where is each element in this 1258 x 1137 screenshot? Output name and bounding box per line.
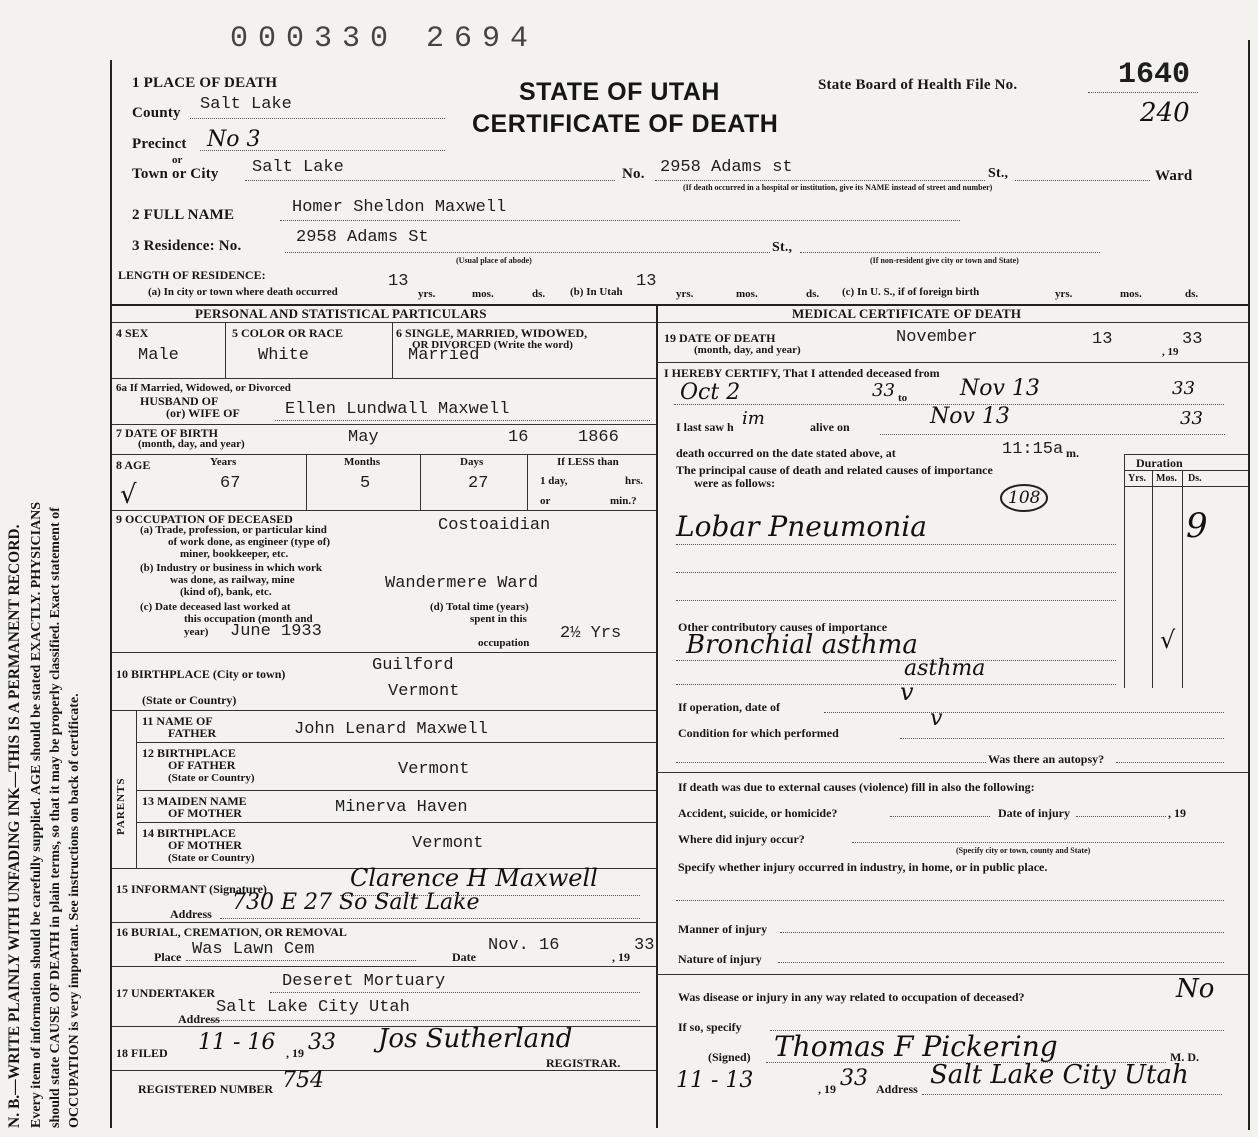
burial-label: 16 BURIAL, CREMATION, OR REMOVAL bbox=[116, 925, 347, 939]
mos-label-1: mos. bbox=[472, 288, 494, 300]
filed-year-prefix: , 19 bbox=[286, 1046, 304, 1060]
informant-signature: Clarence H Maxwell bbox=[350, 864, 598, 892]
industry-value: Wandermere Ward bbox=[385, 574, 539, 593]
precinct-value: No 3 bbox=[207, 127, 261, 152]
occ-a-line3: miner, bookkeeper, etc. bbox=[180, 548, 289, 560]
form-right-border bbox=[1248, 40, 1250, 1130]
occ-d-line1: (d) Total time (years) bbox=[430, 601, 529, 613]
father-birthplace: Vermont bbox=[398, 760, 470, 779]
filed-date: 11 - 16 bbox=[198, 1030, 276, 1055]
hrs-label: hrs. bbox=[625, 475, 644, 487]
mother-bp-label-2: OF MOTHER bbox=[168, 838, 242, 852]
spouse-label-c: (or) WIFE OF bbox=[166, 406, 240, 420]
hospital-note: (If death occurred in a hospital or institution, give its NAME instead of street and number) bbox=[683, 183, 993, 192]
occ-b-line1: (b) Industry or business in which work bbox=[140, 562, 322, 574]
operation-value: v bbox=[900, 678, 914, 706]
physician-address-label: Address bbox=[876, 1082, 918, 1096]
birthplace-label: 10 BIRTHPLACE (City or town) bbox=[116, 667, 286, 681]
street-address-value: 2958 Adams st bbox=[660, 158, 793, 177]
age-months-label: Months bbox=[344, 456, 381, 468]
dob-year: 1866 bbox=[578, 428, 619, 447]
age-days: 27 bbox=[468, 474, 489, 493]
undertaker-value: Deseret Mortuary bbox=[282, 972, 446, 991]
occ-a-line2: of work done, as engineer (type of) bbox=[168, 536, 331, 548]
mos-label-2: mos. bbox=[736, 288, 758, 300]
ward-label: Ward bbox=[1155, 168, 1193, 184]
nature-label: Nature of injury bbox=[678, 952, 762, 966]
occ-a-line1: (a) Trade, profession, or particular kind bbox=[140, 524, 327, 536]
dod-day: 13 bbox=[1092, 330, 1113, 349]
age-label: 8 AGE bbox=[116, 458, 151, 472]
less-than-label: If LESS than bbox=[557, 456, 619, 468]
occupation-label: 9 OCCUPATION OF DECEASED bbox=[116, 512, 293, 526]
side-instruction-2: Every item of information should be carefully supplied. AGE should be stated EXACTLY. PHYSICIANS bbox=[29, 501, 44, 1128]
street-no-label: No. bbox=[622, 166, 645, 182]
dob-sub-label: (month, day, and year) bbox=[138, 438, 245, 450]
if-so-label: If so, specify bbox=[678, 1020, 742, 1034]
father-label: 11 NAME OF bbox=[142, 714, 213, 728]
where-injury-label: Where did injury occur? bbox=[678, 832, 805, 846]
marital-label: 6 SINGLE, MARRIED, WIDOWED, bbox=[396, 326, 588, 340]
color-value: White bbox=[258, 346, 310, 365]
total-time-value: 2½ Yrs bbox=[560, 624, 622, 643]
utah-residence-label: (b) In Utah bbox=[570, 286, 623, 298]
external-causes-label: If death was due to external causes (violence) fill in also the following: bbox=[678, 780, 1035, 794]
burial-year: 33 bbox=[634, 936, 655, 955]
residence-st-label: St., bbox=[772, 240, 793, 255]
physician-address: Salt Lake City Utah bbox=[930, 1060, 1189, 1090]
occ-d-line2: spent in this bbox=[470, 613, 527, 625]
duration-yrs-label: Yrs. bbox=[1128, 473, 1147, 484]
contributory-label: Other contributory causes of importance bbox=[678, 620, 888, 634]
county-label: County bbox=[132, 105, 181, 121]
place-of-death-label: 1 PLACE OF DEATH bbox=[132, 75, 278, 91]
duration-label: Duration bbox=[1136, 456, 1183, 470]
mother-label: 13 MAIDEN NAME bbox=[142, 794, 247, 808]
usual-abode-note: (Usual place of abode) bbox=[456, 256, 532, 265]
cause-label: The principal cause of death and related causes of importance bbox=[676, 463, 993, 477]
birthplace-state: Vermont bbox=[388, 682, 460, 701]
min-label: min.? bbox=[610, 495, 637, 507]
death-time-suffix: m. bbox=[1066, 446, 1079, 460]
mother-name: Minerva Haven bbox=[335, 798, 468, 817]
signed-date: 11 - 13 bbox=[676, 1068, 754, 1093]
occ-c-line3: year) bbox=[184, 626, 209, 638]
specify-injury-label: Specify whether injury occurred in industry, in home, or in public place. bbox=[678, 860, 1048, 874]
dob-label: 7 DATE OF BIRTH bbox=[116, 426, 218, 440]
last-saw-him: im bbox=[742, 408, 765, 429]
duration-ds-label: Ds. bbox=[1188, 473, 1202, 484]
condition-label: Condition for which performed bbox=[678, 726, 839, 740]
father-label-2: FATHER bbox=[168, 726, 217, 740]
manner-label: Manner of injury bbox=[678, 922, 768, 936]
personal-heading: PERSONAL AND STATISTICAL PARTICULARS bbox=[195, 306, 487, 321]
signed-year-prefix: , 19 bbox=[818, 1082, 836, 1096]
ds-label-2: ds. bbox=[806, 288, 820, 300]
color-label: 5 COLOR OR RACE bbox=[232, 326, 344, 340]
certify-label: I HEREBY CERTIFY, That I attended deceased from bbox=[664, 366, 940, 380]
attended-to-year: 33 bbox=[1172, 378, 1195, 399]
occ-c-line2: this occupation (month and bbox=[184, 613, 313, 625]
occ-b-line2: was done, as railway, mine bbox=[170, 574, 295, 586]
mother-bp-label-3: (State or Country) bbox=[168, 852, 255, 864]
or-label: or bbox=[172, 154, 183, 166]
marital-label-2: OR DIVORCED (Write the word) bbox=[412, 339, 573, 351]
contributory-cause-1: Bronchial asthma bbox=[686, 630, 918, 660]
spouse-label-a: 6a If Married, Widowed, or Divorced bbox=[116, 382, 291, 394]
last-saw-label: I last saw h bbox=[676, 420, 734, 434]
mos-label-3: mos. bbox=[1120, 288, 1142, 300]
last-saw-year: 33 bbox=[1180, 408, 1203, 429]
town-label: Town or City bbox=[132, 166, 219, 182]
undertaker-label: 17 UNDERTAKER bbox=[116, 986, 216, 1000]
age-days-label: Days bbox=[460, 456, 484, 468]
state-file-label: State Board of Health File No. bbox=[818, 77, 1018, 93]
burial-date: Nov. 16 bbox=[488, 936, 560, 955]
yrs-label-3: yrs. bbox=[1055, 288, 1073, 300]
registered-number-label: REGISTERED NUMBER bbox=[138, 1082, 274, 1096]
father-bp-label: 12 BIRTHPLACE bbox=[142, 746, 236, 760]
dod-year: 33 bbox=[1182, 330, 1203, 349]
undertaker-address-label: Address bbox=[178, 1012, 220, 1026]
cause-duration-days: 9 bbox=[1186, 506, 1208, 546]
attended-from: Oct 2 bbox=[680, 380, 741, 405]
md-label: M. D. bbox=[1170, 1050, 1199, 1064]
yrs-label-2: yrs. bbox=[676, 288, 694, 300]
cause-code: 108 bbox=[1000, 484, 1048, 512]
birthplace-state-label: (State or Country) bbox=[142, 693, 237, 707]
mother-label-2: OF MOTHER bbox=[168, 806, 242, 820]
where-injury-note: (Specify city or town, county and State) bbox=[956, 846, 1091, 855]
accident-label: Accident, suicide, or homicide? bbox=[678, 806, 838, 820]
occ-b-line3: (kind of), bank, etc. bbox=[180, 586, 272, 598]
registrar-signature: Jos Sutherland bbox=[378, 1024, 573, 1054]
physician-signature: Thomas F Pickering bbox=[774, 1030, 1058, 1063]
yrs-label-1: yrs. bbox=[418, 288, 436, 300]
non-resident-note: (If non-resident give city or town and State) bbox=[870, 256, 1019, 265]
filed-year: 33 bbox=[308, 1030, 336, 1055]
occ-c-line1: (c) Date deceased last worked at bbox=[140, 601, 291, 613]
death-time: 11:15a bbox=[1002, 440, 1064, 459]
operation-label: If operation, date of bbox=[678, 700, 780, 714]
father-name: John Lenard Maxwell bbox=[294, 720, 488, 739]
occ-d-line3: occupation bbox=[478, 637, 530, 649]
dod-month: November bbox=[896, 328, 978, 347]
center-divider bbox=[656, 304, 658, 1128]
ds-label-3: ds. bbox=[1185, 288, 1199, 300]
contributory-check: √ bbox=[1160, 626, 1176, 654]
burial-place: Was Lawn Cem bbox=[192, 940, 315, 959]
last-worked-value: June 1933 bbox=[230, 622, 322, 641]
residence-label: 3 Residence: No. bbox=[132, 238, 242, 254]
secondary-number: 240 bbox=[1140, 98, 1190, 128]
occupation-value: Costoaidian bbox=[438, 516, 551, 535]
burial-year-prefix: , 19 bbox=[612, 950, 630, 964]
certificate-title: CERTIFICATE OF DEATH bbox=[472, 110, 779, 138]
form-left-border bbox=[110, 60, 112, 1128]
length-of-residence-label: LENGTH OF RESIDENCE: bbox=[118, 268, 266, 282]
principal-cause: Lobar Pneumonia bbox=[676, 510, 927, 543]
injury-year-prefix: , 19 bbox=[1168, 806, 1186, 820]
mother-birthplace: Vermont bbox=[412, 834, 484, 853]
death-occurred-label: death occurred on the date stated above, at bbox=[676, 446, 896, 460]
utah-residence-years: 13 bbox=[636, 272, 657, 291]
us-residence-label: (c) In U. S., if of foreign birth bbox=[842, 286, 980, 298]
informant-address: 730 E 27 So Salt Lake bbox=[232, 890, 480, 915]
state-file-number: 1640 bbox=[1118, 58, 1191, 92]
occupation-related-value: No bbox=[1176, 974, 1215, 1004]
condition-value: v bbox=[930, 706, 943, 731]
side-instruction-3: should state CAUSE OF DEATH in plain terms, so that it may be properly classified. Exact statement of bbox=[48, 507, 63, 1128]
filed-label: 18 FILED bbox=[116, 1046, 168, 1060]
dod-year-prefix: , 19 bbox=[1162, 346, 1179, 358]
occupation-related-label: Was disease or injury in any way related to occupation of deceased? bbox=[678, 990, 1025, 1004]
father-bp-label-3: (State or Country) bbox=[168, 772, 255, 784]
state-title: STATE OF UTAH bbox=[519, 78, 720, 106]
ds-label-1: ds. bbox=[532, 288, 546, 300]
street-st-label: St., bbox=[988, 166, 1009, 181]
side-instruction-1: N. B.—WRITE PLAINLY WITH UNFADING INK—THIS IS A PERMANENT RECORD. bbox=[6, 524, 23, 1128]
cause-label-2: were as follows: bbox=[694, 476, 776, 490]
spouse-label-b: HUSBAND OF bbox=[140, 394, 219, 408]
mother-bp-label: 14 BIRTHPLACE bbox=[142, 826, 236, 840]
top-certificate-number: 000330 2694 bbox=[230, 22, 539, 56]
attended-to: Nov 13 bbox=[960, 376, 1040, 401]
attended-to-label: to bbox=[898, 392, 908, 404]
medical-heading: MEDICAL CERTIFICATE OF DEATH bbox=[792, 306, 1022, 321]
alive-on-label: alive on bbox=[810, 420, 850, 434]
contributory-cause-2: asthma bbox=[904, 656, 986, 681]
full-name-label: 2 FULL NAME bbox=[132, 207, 235, 223]
marital-value: Married bbox=[408, 346, 480, 365]
dod-sub-label: (month, day, and year) bbox=[694, 344, 801, 356]
county-value: Salt Lake bbox=[200, 95, 292, 114]
parents-label: PARENTS bbox=[115, 777, 127, 835]
father-bp-label-2: OF FATHER bbox=[168, 758, 236, 772]
precinct-label: Precinct bbox=[132, 136, 187, 152]
age-check: √ bbox=[120, 480, 137, 510]
registered-number: 754 bbox=[282, 1068, 324, 1093]
full-name-value: Homer Sheldon Maxwell bbox=[292, 198, 507, 217]
last-saw-date: Nov 13 bbox=[930, 404, 1010, 429]
signed-label: (Signed) bbox=[708, 1050, 751, 1064]
birthplace-city: Guilford bbox=[372, 656, 454, 675]
informant-label: 15 INFORMANT (Signature) bbox=[116, 882, 267, 896]
burial-place-label: Place bbox=[154, 950, 182, 964]
registrar-label: REGISTRAR. bbox=[546, 1056, 621, 1070]
dob-month: May bbox=[348, 428, 379, 447]
or-min-label: or bbox=[540, 495, 551, 507]
residence-value: 2958 Adams St bbox=[296, 228, 429, 247]
spouse-value: Ellen Lundwall Maxwell bbox=[285, 400, 510, 419]
sex-value: Male bbox=[138, 346, 179, 365]
age-months: 5 bbox=[360, 474, 371, 493]
age-years-label: Years bbox=[210, 456, 237, 468]
age-years: 67 bbox=[220, 474, 241, 493]
autopsy-label: Was there an autopsy? bbox=[988, 752, 1105, 766]
one-day-label: 1 day, bbox=[540, 475, 568, 487]
burial-date-label: Date bbox=[452, 950, 476, 964]
undertaker-address: Salt Lake City Utah bbox=[216, 998, 410, 1017]
informant-address-label: Address bbox=[170, 907, 212, 921]
dob-day: 16 bbox=[508, 428, 529, 447]
city-residence-label: (a) In city or town where death occurred bbox=[148, 286, 338, 298]
duration-mos-label: Mos. bbox=[1156, 473, 1177, 484]
signed-year: 33 bbox=[840, 1066, 868, 1091]
city-residence-years: 13 bbox=[388, 272, 409, 291]
injury-date-label: Date of injury bbox=[998, 806, 1070, 820]
dod-label: 19 DATE OF DEATH bbox=[664, 331, 776, 345]
side-instruction-4: OCCUPATION is very important. See instructions on back of certificate. bbox=[67, 693, 82, 1128]
town-value: Salt Lake bbox=[252, 158, 344, 177]
sex-label: 4 SEX bbox=[116, 326, 149, 340]
attended-from-year: 33 bbox=[872, 380, 895, 401]
